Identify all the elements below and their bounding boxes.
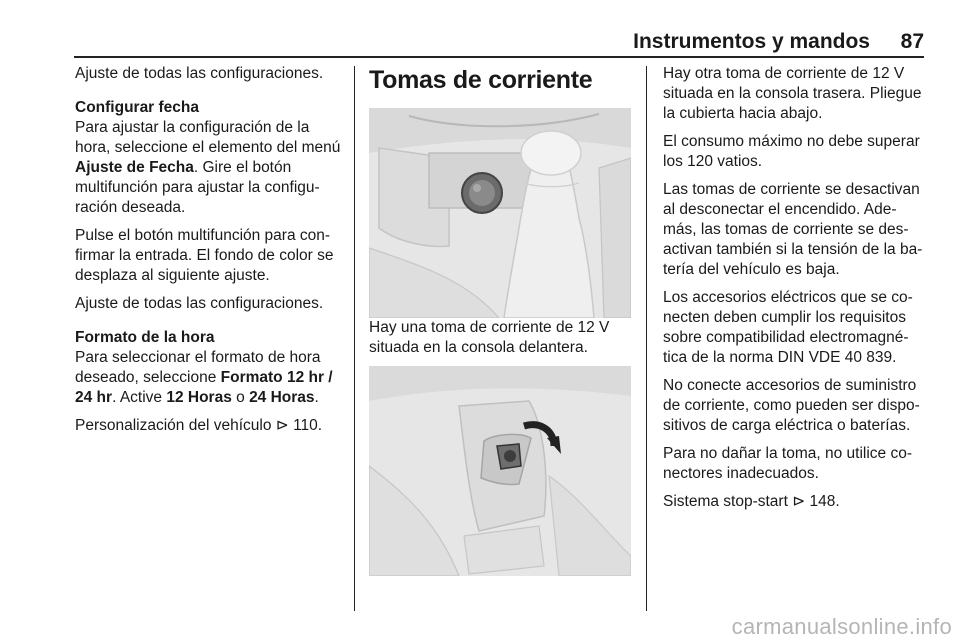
middle-column [369, 64, 635, 576]
paragraph: No conecte accesorios de suministro de corriente, como pueden ser dispo-sitivos de carga eléctrica o baterías. [663, 377, 920, 434]
right-column [663, 64, 927, 520]
column-divider-left [354, 66, 355, 611]
paragraph: Las tomas de corriente se desactivan al desconectar el encendido. Ade-más, las tomas de corriente se des-activan también si la tensión de la ba-tería del vehículo es baja. [663, 181, 923, 278]
paragraph: Hay otra toma de corriente de 12 V situada en la consola trasera. Pliegue la cubierta hacia abajo. [663, 65, 922, 122]
section-heading-formato-hora: Formato de la hora [75, 329, 215, 346]
section-title: Tomas de corriente [369, 66, 593, 94]
paragraph: El consumo máximo no debe superar los 120 vatios. [663, 133, 920, 170]
menu-term: 12 Horas [166, 389, 232, 406]
paragraph: Para no dañar la toma, no utilice co-nectores inadecuados. [663, 445, 912, 482]
page-number: 87 [900, 30, 924, 53]
cross-reference[interactable]: Personalización del vehículo ⊳ 110. [75, 417, 323, 434]
menu-term: 24 Horas [249, 389, 315, 406]
paragraph: Pulse el botón multifunción para con-firmar la entrada. El fondo de color se desplaza al siguiente ajuste. [75, 227, 334, 284]
paragraph: Para ajustar la configuración de la hora, seleccione el elemento del menú Ajuste de Fecha. Gire el botón multifunción para ajustar la configu-ración deseada. [75, 119, 341, 216]
figure-rear-power-outlet [369, 366, 631, 576]
paragraph: Los accesorios eléctricos que se co-necten deben cumplir los requisitos sobre compatibilidad electromagné-tica de la norma DIN VDE 40 839. [663, 289, 913, 366]
watermark: carmanualsonline.info [731, 614, 952, 639]
front-console-illustration [369, 108, 631, 318]
page-header-title: Instrumentos y mandos [633, 30, 870, 53]
section-heading-configurar-fecha: Configurar fecha [75, 99, 200, 116]
page-reference-arrow-icon: ⊳ [792, 493, 806, 510]
rear-console-illustration [369, 366, 631, 576]
figure-caption: Hay una toma de corriente de 12 V situada en la consola delantera. [369, 319, 610, 356]
paragraph: Para seleccionar el formato de hora deseado, seleccione Formato 12 hr / 24 hr. Active 12 Horas o 24 Horas. [75, 349, 333, 406]
header-divider [74, 56, 924, 58]
paragraph: Ajuste de todas las configuraciones. [75, 295, 324, 312]
left-column [75, 64, 347, 444]
paragraph: Ajuste de todas las configuraciones. [75, 65, 324, 82]
figure-front-power-outlet [369, 108, 631, 318]
cross-reference[interactable]: Sistema stop-start ⊳ 148. [663, 493, 840, 510]
menu-term: Formato 12 hr / 24 hr [75, 369, 333, 406]
column-divider-right [646, 66, 647, 611]
menu-term: Ajuste de Fecha [75, 159, 194, 176]
page-reference-arrow-icon: ⊳ [275, 417, 289, 434]
